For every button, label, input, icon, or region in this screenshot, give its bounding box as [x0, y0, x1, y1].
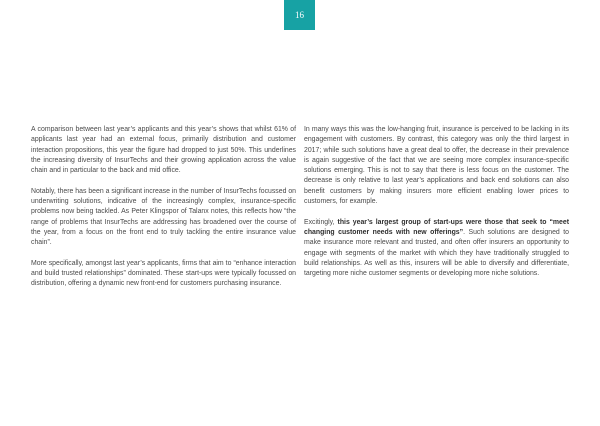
paragraph: More specifically, amongst last year’s applicants, firms that aim to “enhance interaction and build trusted relationships” dominated. These start-ups were typically focussed on distribution, offering a dynamic new front-end for customers purchasing insurance.	[31, 259, 296, 288]
left-text-column	[31, 125, 296, 300]
paragraph: In many ways this was the low-hanging fruit, insurance is perceived to be lacking in its engagement with customers. By contrast, this category was only the third largest in 2017; while such solutions have a great deal to offer, the decrease in their prevalence is again suggestive of the fact that we are seeing more complex insurance-specific solutions emerging. This is not to say that there is less focus on the customer. The decrease is only relative to last year’s applications and back end solutions can also benefit customers by making insurers more efficient enabling lower prices to customers, for example.	[304, 126, 569, 206]
page-number: 16	[295, 10, 304, 20]
paragraph: Notably, there has been a significant increase in the number of InsurTechs focussed on underwriting solutions, indicative of the increasingly complex, insurance-specific problems now being tackled. As Peter Klingspor of Talanx notes, this reflects how “the range of problems that InsurTechs are addressing has broadened over the course of the year, from a focus on the front end to truly tackling the entire insurance value chain”.	[31, 187, 296, 247]
bold-highlight: this year’s largest group of start-ups were those that seek to “meet changing customer needs with new offerings”	[304, 218, 570, 236]
paragraph: A comparison between last year’s applicants and this year’s shows that whilst 61% of applicants last year had an external focus, primarily distribution and customer interaction propositions, this year the figure had dropped to just 50%. This underlines the increasing diversity of InsurTechs and their growing application across the value chain and in particular to the back and mid office.	[31, 126, 296, 175]
right-text-column	[304, 125, 569, 290]
text-run: Excitingly,	[304, 218, 338, 226]
page-number-tab	[284, 0, 315, 30]
paragraph-highlight	[304, 218, 569, 280]
text-run: . Such solutions are designed to make insurance more relevant and trusted, and often offer insurers an opportunity to engage with segments of the market with which they have traditionally struggled to build relationships. As well as this, insurers will be able to diversify and differentiate, targeting more niche customer segments or developing more niche solutions.	[304, 228, 569, 278]
